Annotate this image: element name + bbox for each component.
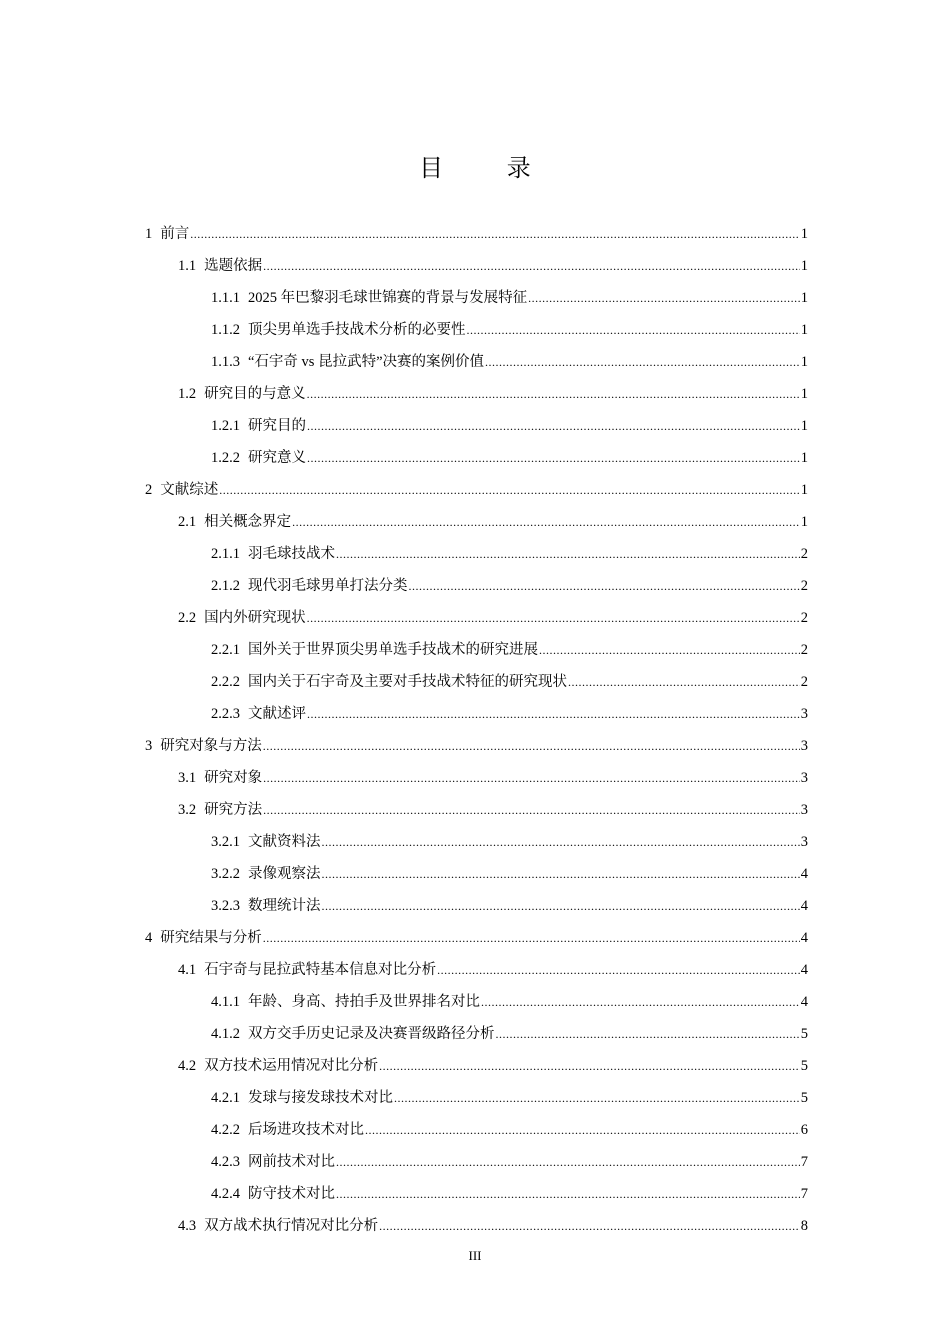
toc-entry-title: 现代羽毛球男单打法分类 (248, 578, 408, 594)
toc-entry[interactable] (145, 922, 808, 954)
toc-entry-title: 国内关于石宇奇及主要对手技战术特征的研究现状 (248, 674, 567, 690)
toc-entry[interactable] (145, 282, 808, 314)
toc-entry-title: 相关概念界定 (204, 514, 292, 530)
toc-entry[interactable] (145, 538, 808, 570)
toc-entry-title: 防守技术对比 (248, 1186, 335, 1202)
toc-entry-number: 1.1 (178, 258, 197, 274)
toc-entry[interactable] (145, 602, 808, 634)
toc-leader-dots (263, 730, 800, 762)
toc-leader-dots (307, 698, 800, 730)
toc-entry-title: 年龄、身高、持拍手及世界排名对比 (248, 994, 480, 1010)
toc-entry[interactable] (145, 1082, 808, 1114)
toc-entry[interactable] (145, 506, 808, 538)
toc-entry-page: 1 (800, 226, 808, 242)
toc-leader-dots (263, 922, 800, 954)
toc-entry[interactable] (145, 1114, 808, 1146)
toc-leader-dots (485, 346, 800, 378)
toc-entry-number: 2.1.1 (211, 546, 240, 562)
toc-entry-title: 双方战术执行情况对比分析 (204, 1218, 379, 1234)
toc-leader-dots (496, 1018, 800, 1050)
toc-entry-number: 4.3 (178, 1218, 197, 1234)
toc-entry-title: 后场进攻技术对比 (248, 1122, 364, 1138)
toc-entry-page: 3 (800, 738, 808, 754)
toc-leader-dots (437, 954, 800, 986)
toc-entry-title: 研究目的 (248, 418, 306, 434)
toc-entry-page: 1 (800, 418, 808, 434)
toc-entry-title: 文献资料法 (248, 834, 321, 850)
toc-entry-title: 研究对象 (204, 770, 263, 786)
toc-entry-number: 3.2.3 (211, 898, 240, 914)
toc-leader-dots (379, 1050, 800, 1082)
toc-entry-number: 3 (145, 738, 153, 754)
toc-leader-dots (394, 1082, 800, 1114)
toc-entry-number: 2 (145, 482, 153, 498)
toc-entry-page: 2 (800, 642, 808, 658)
toc-leader-dots (322, 826, 800, 858)
toc-entry-number: 2.1 (178, 514, 197, 530)
toc-leader-dots (307, 378, 800, 410)
toc-entry-title: 数理统计法 (248, 898, 321, 914)
toc-entry-number: 2.2.2 (211, 674, 240, 690)
toc-entry-page: 5 (800, 1090, 808, 1106)
toc-entry-page: 1 (800, 450, 808, 466)
toc-entry-title: 网前技术对比 (248, 1154, 335, 1170)
toc-entry-number: 4.1 (178, 962, 197, 978)
toc-entry-page: 2 (800, 546, 808, 562)
toc-leader-dots (219, 474, 800, 506)
toc-leader-dots (336, 1178, 800, 1210)
toc-leader-dots (379, 1210, 800, 1242)
toc-entry-number: 1 (145, 226, 153, 242)
toc-entry[interactable] (145, 634, 808, 666)
toc-entry-number: 1.2 (178, 386, 197, 402)
toc-entry-title: 国内外研究现状 (204, 610, 306, 626)
toc-entry-page: 3 (800, 706, 808, 722)
toc-entry-title: 石宇奇与昆拉武特基本信息对比分析 (204, 962, 437, 978)
toc-entry-number: 4.1.1 (211, 994, 240, 1010)
toc-entry[interactable] (145, 1050, 808, 1082)
toc-entry-number: 3.2.2 (211, 866, 240, 882)
page-title: 目 录 (419, 154, 559, 182)
toc-entry-title: “石宇奇 vs 昆拉武特”决赛的案例价值 (248, 354, 485, 370)
toc-entry-number: 2.1.2 (211, 578, 240, 594)
toc-leader-dots (190, 218, 800, 250)
toc-entry[interactable] (145, 698, 808, 730)
toc-entry-number: 1.2.2 (211, 450, 240, 466)
toc-entry-page: 1 (800, 354, 808, 370)
toc-leader-dots (263, 250, 800, 282)
toc-entry[interactable] (145, 442, 808, 474)
toc-entry-title: 文献综述 (160, 482, 219, 498)
toc-entry-title: 2025 年巴黎羽毛球世锦赛的背景与发展特征 (248, 290, 528, 306)
toc-entry-page: 7 (800, 1186, 808, 1202)
toc-leader-dots (336, 1146, 800, 1178)
toc-leader-dots (322, 858, 800, 890)
toc-leader-dots (409, 570, 800, 602)
toc-leader-dots (539, 634, 800, 666)
toc-entry-page: 5 (800, 1058, 808, 1074)
toc-entry[interactable] (145, 858, 808, 890)
toc-entry-number: 3.2.1 (211, 834, 240, 850)
toc-entry-title: 研究结果与分析 (160, 930, 262, 946)
toc-entry-page: 3 (800, 834, 808, 850)
toc-entry-title: 发球与接发球技术对比 (248, 1090, 393, 1106)
toc-entry-number: 1.1.2 (211, 322, 240, 338)
toc-entry[interactable] (145, 666, 808, 698)
toc-entry-number: 4.2.1 (211, 1090, 240, 1106)
toc-entry[interactable] (145, 570, 808, 602)
toc-entry-title: 选题依据 (204, 258, 263, 274)
toc-entry-page: 7 (800, 1154, 808, 1170)
toc-entry[interactable] (145, 346, 808, 378)
toc-entry-number: 4.2.3 (211, 1154, 240, 1170)
toc-entry-page: 2 (800, 610, 808, 626)
toc-leader-dots (467, 314, 800, 346)
toc-entry-page: 1 (800, 386, 808, 402)
toc-entry-page: 8 (800, 1218, 808, 1234)
toc-entry-title: 研究对象与方法 (160, 738, 262, 754)
toc-entry-page: 3 (800, 802, 808, 818)
toc-entry[interactable] (145, 890, 808, 922)
toc-entry-number: 3.2 (178, 802, 197, 818)
toc-entry-number: 1.1.3 (211, 354, 240, 370)
toc-entry[interactable] (145, 730, 808, 762)
toc-entry-page: 5 (800, 1026, 808, 1042)
toc-entry[interactable] (145, 410, 808, 442)
toc-leader-dots (336, 538, 800, 570)
toc-entry-page: 1 (800, 290, 808, 306)
toc-entry-number: 1.1.1 (211, 290, 240, 306)
toc-entry-page: 3 (800, 770, 808, 786)
toc-entry[interactable] (145, 954, 808, 986)
toc-entry[interactable] (145, 826, 808, 858)
toc-entry-number: 4.2.2 (211, 1122, 240, 1138)
toc-entry-number: 4.2.4 (211, 1186, 240, 1202)
toc-entry-page: 4 (800, 866, 808, 882)
toc-entry-page: 6 (800, 1122, 808, 1138)
toc-entry[interactable] (145, 250, 808, 282)
toc-leader-dots (307, 442, 800, 474)
toc-entry-number: 1.2.1 (211, 418, 240, 434)
toc-entry-page: 1 (800, 514, 808, 530)
toc-entry-title: 国外关于世界顶尖男单选手技战术的研究进展 (248, 642, 538, 658)
toc-entry[interactable] (145, 378, 808, 410)
toc-entry-page: 2 (800, 674, 808, 690)
toc-entry-number: 3.1 (178, 770, 197, 786)
toc-entry-title: 双方交手历史记录及决赛晋级路径分析 (248, 1026, 495, 1042)
toc-entry[interactable] (145, 794, 808, 826)
toc-entry-number: 4.1.2 (211, 1026, 240, 1042)
toc-leader-dots (481, 986, 800, 1018)
toc-entry[interactable] (145, 1178, 808, 1210)
toc-entry-title: 录像观察法 (248, 866, 321, 882)
toc-entry[interactable] (145, 1018, 808, 1050)
toc-entry-number: 4 (145, 930, 153, 946)
toc-entry-number: 2.2 (178, 610, 197, 626)
toc-leader-dots (568, 666, 800, 698)
table-of-contents (145, 218, 808, 1242)
toc-entry[interactable] (145, 314, 808, 346)
toc-entry-page: 2 (800, 578, 808, 594)
toc-leader-dots (263, 762, 800, 794)
toc-entry-page: 4 (800, 994, 808, 1010)
toc-entry-number: 4.2 (178, 1058, 197, 1074)
toc-leader-dots (528, 282, 800, 314)
toc-entry-number: 2.2.3 (211, 706, 240, 722)
toc-entry[interactable] (145, 218, 808, 250)
toc-entry[interactable] (145, 1146, 808, 1178)
toc-entry-page: 4 (800, 962, 808, 978)
toc-entry-title: 研究意义 (248, 450, 306, 466)
toc-entry-title: 双方技术运用情况对比分析 (204, 1058, 379, 1074)
toc-entry-page: 1 (800, 322, 808, 338)
toc-entry[interactable] (145, 762, 808, 794)
toc-entry-page: 4 (800, 930, 808, 946)
toc-entry-title: 羽毛球技战术 (248, 546, 335, 562)
toc-leader-dots (365, 1114, 800, 1146)
toc-entry[interactable] (145, 474, 808, 506)
toc-entry-page: 4 (800, 898, 808, 914)
toc-entry-title: 研究方法 (204, 802, 263, 818)
toc-entry-page: 1 (800, 482, 808, 498)
toc-leader-dots (307, 410, 800, 442)
toc-leader-dots (263, 794, 800, 826)
toc-entry-title: 文献述评 (248, 706, 306, 722)
toc-entry[interactable] (145, 986, 808, 1018)
toc-entry-title: 前言 (160, 226, 190, 242)
toc-entry-title: 顶尖男单选手技战术分析的必要性 (248, 322, 466, 338)
toc-entry-page: 1 (800, 258, 808, 274)
toc-leader-dots (322, 890, 800, 922)
page-number: III (468, 1248, 482, 1263)
toc-entry-title: 研究目的与意义 (204, 386, 306, 402)
toc-entry[interactable] (145, 1210, 808, 1242)
toc-leader-dots (292, 506, 800, 538)
toc-entry-number: 2.2.1 (211, 642, 240, 658)
toc-leader-dots (307, 602, 800, 634)
